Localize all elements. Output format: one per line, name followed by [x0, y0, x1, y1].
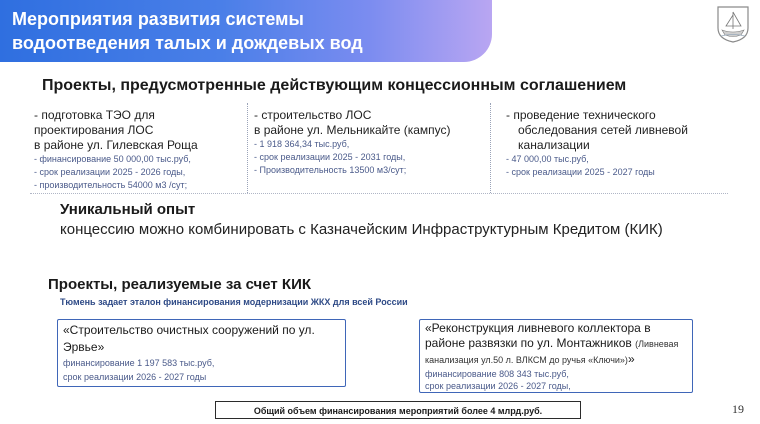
project-line: - строительство ЛОС: [254, 108, 372, 122]
project-details: [506, 153, 726, 179]
project-line: канализации: [518, 138, 590, 152]
kik-project-box-1: [57, 319, 346, 387]
project-details: [34, 153, 234, 192]
project-title: [34, 108, 234, 153]
concession-project-1: [34, 108, 234, 192]
project-line: - проведение технического: [506, 108, 656, 122]
kik-project-box-2: [419, 319, 693, 393]
kik-heading: Проекты, реализуемые за счет КИК: [48, 276, 312, 293]
project-line: в районе ул. Мельникайте (кампус): [254, 123, 451, 137]
section-divider: [30, 193, 728, 194]
detail-line: - 47 000,00 тыс.руб,: [506, 153, 726, 166]
title-banner: [0, 0, 492, 62]
concession-project-2: [254, 108, 484, 177]
project-title: [254, 108, 484, 138]
detail-line: - производительность 54000 м3 /сут;: [34, 179, 234, 192]
detail-line: - срок реализации 2025 - 2026 годы,: [34, 166, 234, 179]
unique-experience-text: концессию можно комбинировать с Казначейским Инфраструктурным Кредитом (КИК): [60, 221, 663, 238]
city-coat-of-arms-icon: [713, 4, 753, 44]
box-funding: финансирование 808 343 тыс.руб,: [425, 369, 569, 379]
box-period: срок реализации 2026 - 2027 годы: [63, 372, 207, 382]
project-line: проектирования ЛОС: [34, 123, 154, 137]
total-funding-box: Общий объем финансирования мероприятий более 4 млрд.руб.: [215, 401, 581, 419]
unique-experience-title: Уникальный опыт: [60, 201, 196, 218]
project-line: - подготовка ТЭО для: [34, 108, 155, 122]
tyumen-tagline: Тюмень задает эталон финансирования модернизации ЖКХ для всей России: [60, 297, 408, 307]
box-note-line: канализация ул.50 л. ВЛКСМ до ручья «Ключи»): [425, 355, 628, 365]
box-funding: финансирование 1 197 583 тыс.руб,: [63, 358, 215, 368]
project-title: [506, 108, 726, 153]
detail-line: - финансирование 50 000,00 тыс.руб,: [34, 153, 234, 166]
concession-project-3: [506, 108, 726, 179]
project-line: обследования сетей ливневой: [518, 123, 688, 137]
project-details: [254, 138, 484, 177]
box-title-line-1: «Реконструкция ливневого коллектора в: [425, 321, 651, 335]
title-line-1: Мероприятия развития системы: [12, 9, 304, 29]
detail-line: - срок реализации 2025 - 2031 годы,: [254, 151, 484, 164]
detail-line: - 1 918 364,34 тыс.руб,: [254, 138, 484, 151]
box-title-note: (Ливневая: [635, 339, 679, 349]
column-divider: [490, 103, 491, 193]
box-title-line-2: районе развязки по ул. Монтажников: [425, 336, 632, 350]
project-line: в районе ул. Гилевская Роща: [34, 138, 198, 152]
page-number: 19: [732, 402, 744, 416]
title-line-2: водоотведения талых и дождевых вод: [12, 33, 363, 53]
box-period: срок реализации 2026 - 2027 годы,: [425, 381, 571, 391]
column-divider: [247, 103, 248, 193]
detail-line: - Производительность 13500 м3/сут;: [254, 164, 484, 177]
page-title: [12, 7, 363, 55]
detail-line: - срок реализации 2025 - 2027 годы: [506, 166, 726, 179]
concession-heading: Проекты, предусмотренные действующим концессионным соглашением: [42, 77, 627, 94]
box-title: «Строительство очистных сооружений по ул. Эрвье»: [63, 323, 315, 354]
box-note-close: »: [627, 352, 635, 366]
